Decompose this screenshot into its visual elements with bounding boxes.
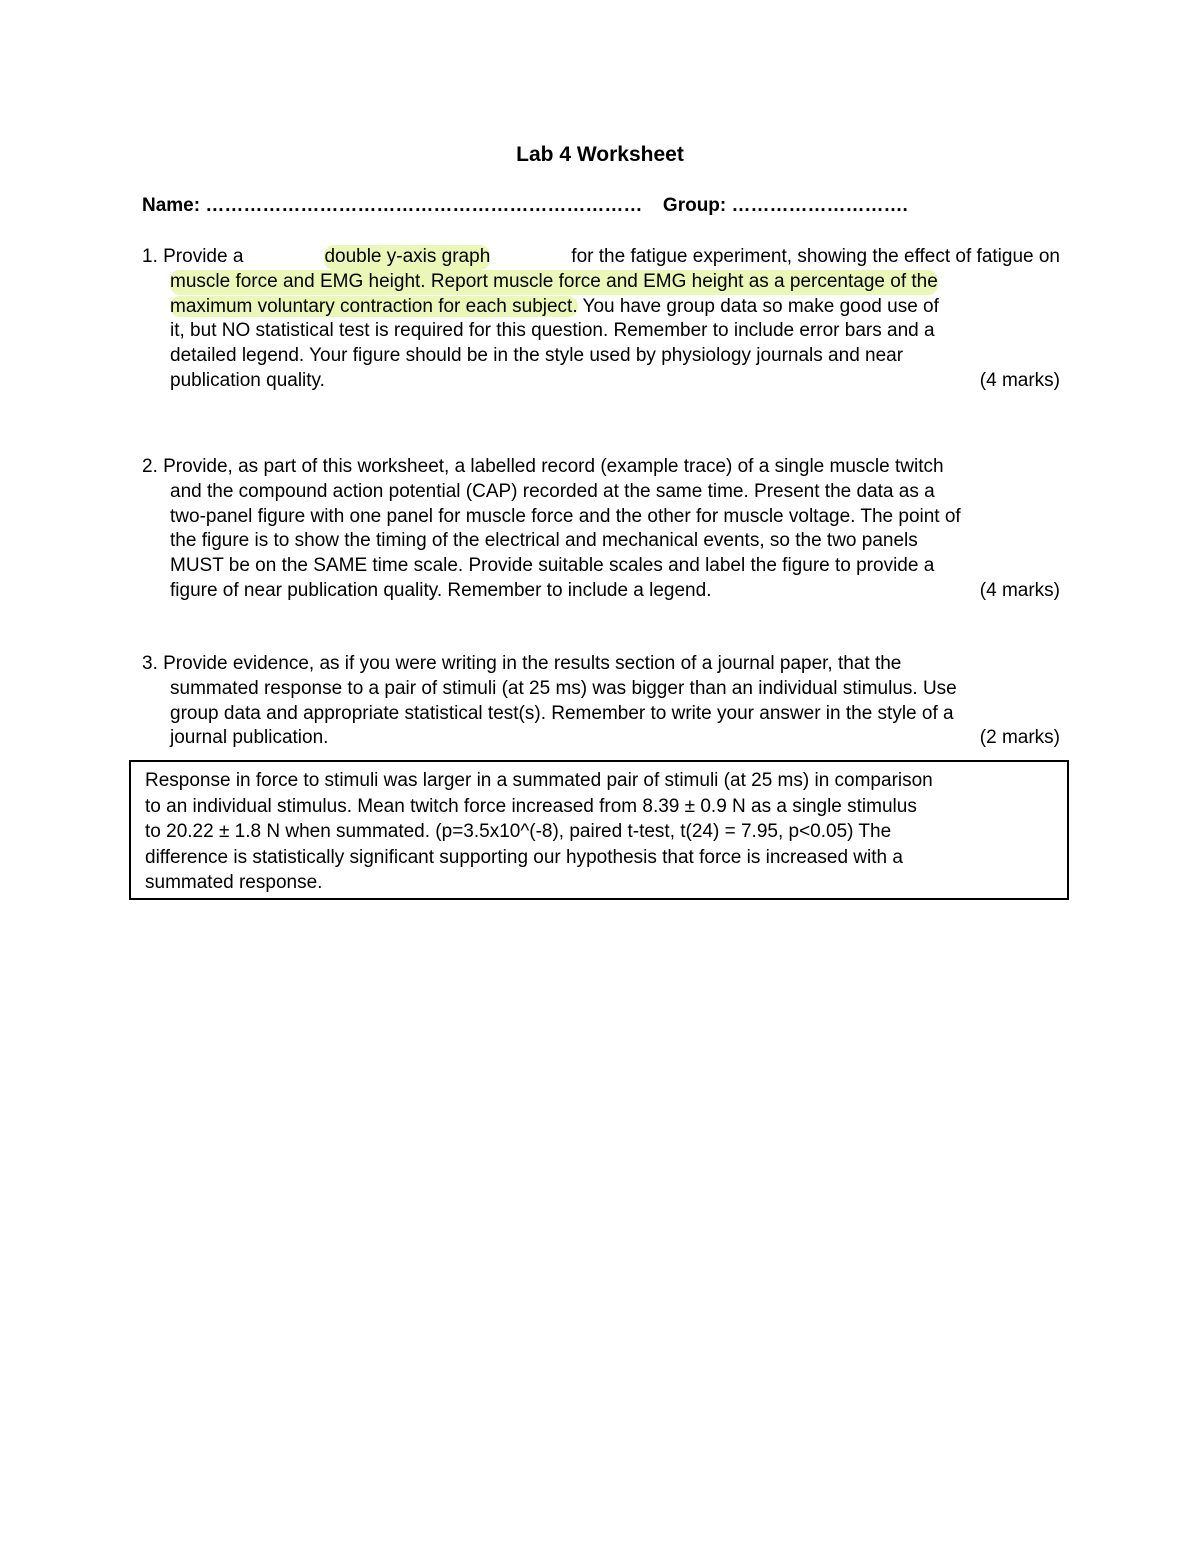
answer-line: to 20.22 ± 1.8 N when summated. (p=3.5x10^(-8), paired t-test, t(24) = 7.95, p<0.05) The: [145, 821, 892, 843]
question-2-line: MUST be on the SAME time scale. Provide suitable scales and label the figure to provide a: [170, 555, 935, 577]
highlight: muscle force and EMG height. Report muscle force and EMG height as a percentage of the: [170, 270, 938, 295]
question-3: [142, 652, 1060, 751]
question-2-line: the figure is to show the timing of the electrical and mechanical events, so the two panels: [170, 530, 918, 552]
question-2-line: two-panel figure with one panel for muscle force and the other for muscle voltage. The point of: [170, 505, 961, 527]
question-2-line: and the compound action potential (CAP) recorded at the same time. Present the data as a: [170, 480, 935, 502]
answer-line: difference is statistically significant supporting our hypothesis that force is increased with a: [145, 846, 903, 868]
question-1: [142, 245, 1060, 394]
question-3-marks: (2 marks): [979, 727, 1060, 749]
answer-line: summated response.: [145, 872, 323, 894]
question-2: [142, 455, 1060, 604]
name-group-line: [142, 195, 908, 217]
answer-text: [145, 768, 933, 896]
question-3-line: summated response to a pair of stimuli (at 25 ms) was bigger than an individual stimulus. Use: [170, 677, 957, 699]
question-3-line: 3. Provide evidence, as if you were writing in the results section of a journal paper, that the: [142, 653, 902, 674]
question-1-line: publication quality. (4 marks): [142, 369, 1060, 394]
question-2-line: 2. Provide, as part of this worksheet, a labelled record (example trace) of a single muscle twitch: [142, 456, 944, 477]
question-2-line: figure of near publication quality. Remember to include a legend. (4 marks): [142, 579, 1060, 604]
name-field: ……………………………………………………………: [205, 195, 643, 216]
question-3-line: group data and appropriate statistical test(s). Remember to write your answer in the style of a: [170, 702, 954, 724]
answer-line: Response in force to stimuli was larger in a summated pair of stimuli (at 25 ms) in comparison: [145, 770, 933, 791]
highlight: maximum voluntary contraction for each subject.: [170, 295, 578, 317]
highlight: double y-axis graph: [324, 245, 490, 270]
name-label: Name:: [142, 195, 201, 216]
page-title: Lab 4 Worksheet: [516, 143, 684, 166]
group-field: ……………………….: [731, 195, 908, 216]
group-label: Group:: [662, 195, 727, 216]
question-1-line: detailed legend. Your figure should be in the style used by physiology journals and near: [170, 345, 904, 367]
question-1-line: maximum voluntary contraction for each subject. You have group data so make good use of: [170, 295, 939, 317]
question-1-line: 1. Provide a double y-axis graph for the fatigue experiment, showing the effect of fatigue on: [142, 245, 1060, 270]
answer-box[interactable]: [129, 760, 1069, 900]
question-1-line: [142, 270, 1060, 295]
question-3-line: journal publication. (2 marks): [142, 726, 1060, 751]
question-2-marks: (4 marks): [979, 579, 1060, 601]
question-1-marks: (4 marks): [979, 369, 1060, 391]
question-1-line: it, but NO statistical test is required for this question. Remember to include error bars and a: [170, 320, 935, 342]
answer-line: to an individual stimulus. Mean twitch force increased from 8.39 ± 0.9 N as a single stimulus: [145, 795, 917, 817]
